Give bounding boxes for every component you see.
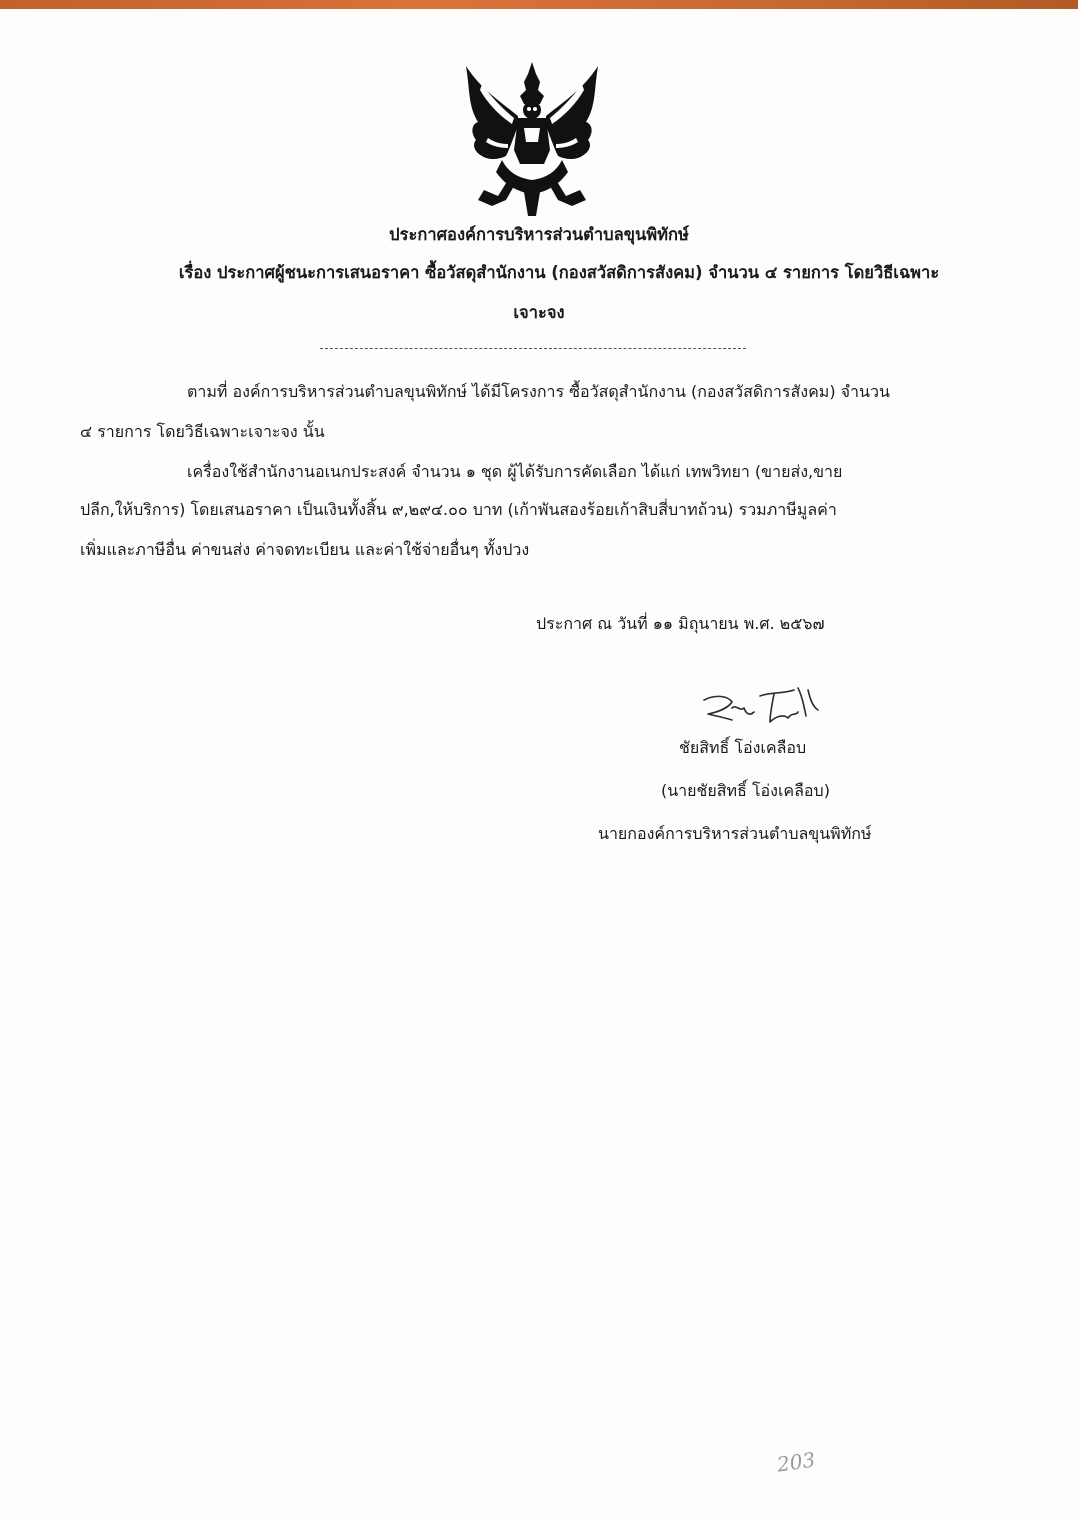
handwritten-signature-icon [698, 686, 824, 728]
handwritten-page-number: 203 [775, 1447, 817, 1477]
title-divider [320, 348, 746, 349]
document-title: ประกาศองค์การบริหารส่วนตำบลขุนพิทักษ์ [389, 225, 689, 244]
paragraph-1-line-2: ๔ รายการ โดยวิธีเฉพาะเจาะจง นั้น [80, 422, 325, 441]
document-subject: เรื่อง ประกาศผู้ชนะการเสนอราคา ซื้อวัสดุสำนักงาน (กองสวัสดิการสังคม) จำนวน ๔ รายการ โดยวิธีเฉพาะ [178, 263, 940, 282]
document-subject-continued: เจาะจง [513, 303, 565, 322]
paragraph-1-line-1: ตามที่ องค์การบริหารส่วนตำบลขุนพิทักษ์ ได้มีโครงการ ซื้อวัสดุสำนักงาน (กองสวัสดิการสังคม) จำนวน [187, 382, 890, 401]
paragraph-2-line-1: เครื่องใช้สำนักงานอเนกประสงค์ จำนวน ๑ ชุด ผู้ได้รับการคัดเลือก ได้แก่ เทพวิทยา (ขายส่ง,ขาย [187, 462, 843, 481]
announcement-date: ประกาศ ณ วันที่ ๑๑ มิถุนายน พ.ศ. ๒๕๖๗ [536, 614, 825, 633]
paragraph-2-line-3: เพิ่มและภาษีอื่น ค่าขนส่ง ค่าจดทะเบียน และค่าใช้จ่ายอื่นๆ ทั้งปวง [80, 540, 530, 559]
paragraph-2-line-2: ปลีก,ให้บริการ) โดยเสนอราคา เป็นเงินทั้งสิ้น ๙,๒๙๔.๐๐ บาท (เก้าพันสองร้อยเก้าสิบสี่บาทถ้วน) รวมภาษีมูลค่า [80, 500, 837, 519]
garuda-emblem-icon [458, 60, 606, 218]
signer-full-name: (นายชัยสิทธิ์ โอ่งเคลือบ) [661, 781, 830, 800]
signer-name: ชัยสิทธิ์ โอ่งเคลือบ [679, 738, 807, 757]
signer-position: นายกองค์การบริหารส่วนตำบลขุนพิทักษ์ [598, 824, 872, 843]
